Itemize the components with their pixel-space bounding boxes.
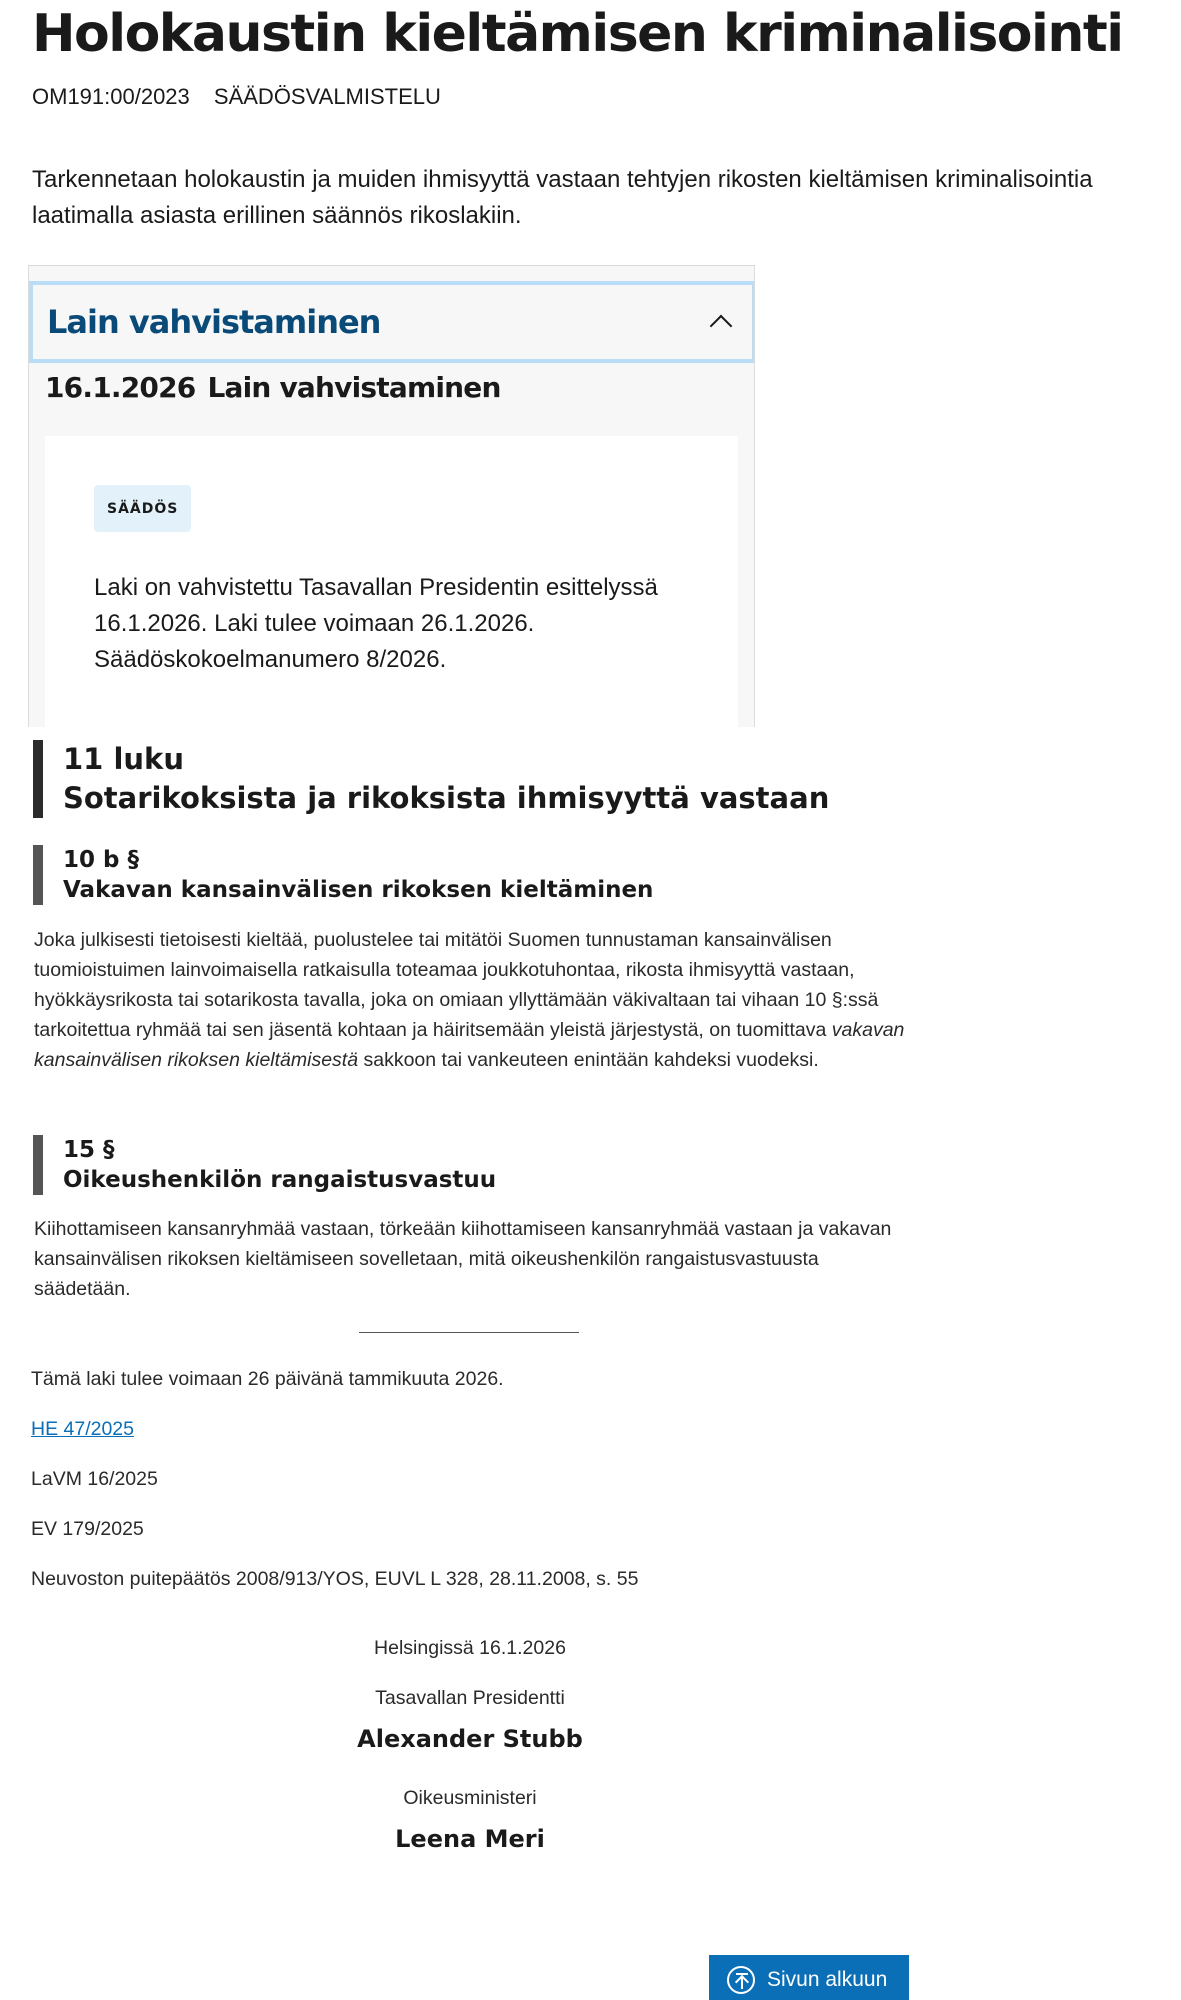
accordion-top-divider bbox=[28, 265, 755, 266]
project-meta bbox=[32, 84, 459, 110]
section-title: Vakavan kansainvälisen rikoksen kieltäminen bbox=[63, 877, 654, 903]
section-number: 15 § bbox=[63, 1137, 115, 1163]
project-id: OM191:00/2023 bbox=[32, 84, 190, 109]
entry-into-force: Tämä laki tulee voimaan 26 päivänä tammikuuta 2026. bbox=[31, 1368, 504, 1390]
section-heading-15 bbox=[33, 1135, 496, 1195]
signature-place-date: Helsingissä 16.1.2026 bbox=[374, 1637, 566, 1659]
event-heading bbox=[45, 371, 501, 404]
president-role: Tasavallan Presidentti bbox=[375, 1687, 565, 1709]
section-heading-10b bbox=[33, 845, 653, 905]
chapter-title: Sotarikoksista ja rikoksista ihmisyyttä vastaan bbox=[63, 781, 830, 815]
accordion-panel bbox=[28, 265, 755, 727]
he-link[interactable]: HE 47/2025 bbox=[31, 1418, 134, 1440]
president-name: Alexander Stubb bbox=[357, 1725, 583, 1753]
page-title: Holokaustin kieltämisen kriminalisointi bbox=[32, 4, 1123, 64]
project-summary: Tarkennetaan holokaustin ja muiden ihmisyyttä vastaan tehtyjen rikosten kieltämisen kriminalisointia laatimalla asiasta erillinen säännös rikoslakiin. bbox=[32, 166, 1093, 229]
lavm-reference: LaVM 16/2025 bbox=[31, 1468, 158, 1490]
event-description: Laki on vahvistettu Tasavallan Presidentin esittelyssä 16.1.2026. Laki tulee voimaan 26.1.2026. Säädöskokoelmanumero 8/2026. bbox=[94, 574, 658, 673]
divider bbox=[359, 1332, 579, 1333]
accordion-toggle[interactable] bbox=[29, 281, 755, 363]
section-title: Oikeushenkilön rangaistusvastuu bbox=[63, 1167, 497, 1193]
section-text-15: Kiihottamiseen kansanryhmää vastaan, törkeään kiihottamiseen kansanryhmää vastaan ja vakavan kansainvälisen rikoksen kieltämiseen sovelletaan, mitä oikeushenkilön rangaistusvastuusta säädetään. bbox=[34, 1218, 892, 1300]
chapter-heading bbox=[33, 740, 829, 818]
arrow-up-circle-icon bbox=[727, 1966, 755, 1994]
minister-name: Leena Meri bbox=[395, 1825, 545, 1853]
accordion-title: Lain vahvistaminen bbox=[47, 303, 381, 341]
back-to-top-button[interactable] bbox=[709, 1955, 909, 2000]
council-reference: Neuvoston puitepäätös 2008/913/YOS, EUVL L 328, 28.11.2008, s. 55 bbox=[31, 1568, 639, 1590]
event-card bbox=[45, 436, 738, 727]
event-date: 16.1.2026 bbox=[45, 371, 196, 404]
chevron-up-icon[interactable] bbox=[706, 308, 734, 336]
minister-role: Oikeusministeri bbox=[403, 1787, 537, 1809]
ev-reference: EV 179/2025 bbox=[31, 1518, 144, 1540]
section-number: 10 b § bbox=[63, 847, 139, 873]
event-title: Lain vahvistaminen bbox=[207, 371, 501, 404]
back-to-top-label: Sivun alkuun bbox=[767, 1968, 888, 1991]
chapter-number: 11 luku bbox=[63, 742, 184, 776]
project-phase: SÄÄDÖSVALMISTELU bbox=[213, 84, 441, 109]
section-text-10b: Joka julkisesti tietoisesti kieltää, puolustelee tai mitätöi Suomen tunnustaman kansainvälisen tuomioistuimen lainvoimaisella ratkaisulla toteamaa joukkotuhontaa, rikosta ihmisyyttä vastaan, hyökkäysrikosta tai sotarikosta tavalla, joka on omiaan yllyttämään väkivaltaan tai vihaan 10 §:ssä tarkoitettua ryhmää tai sen jäsentä kohtaan ja häiritsemään yleistä järjestystä, on tuomittava vakavan kansainvälisen rikoksen kieltämisestä sakkoon tai vankeuteen enintään kahdeksi vuodeksi. bbox=[34, 929, 905, 1071]
event-type-badge: SÄÄDÖS bbox=[94, 485, 191, 532]
